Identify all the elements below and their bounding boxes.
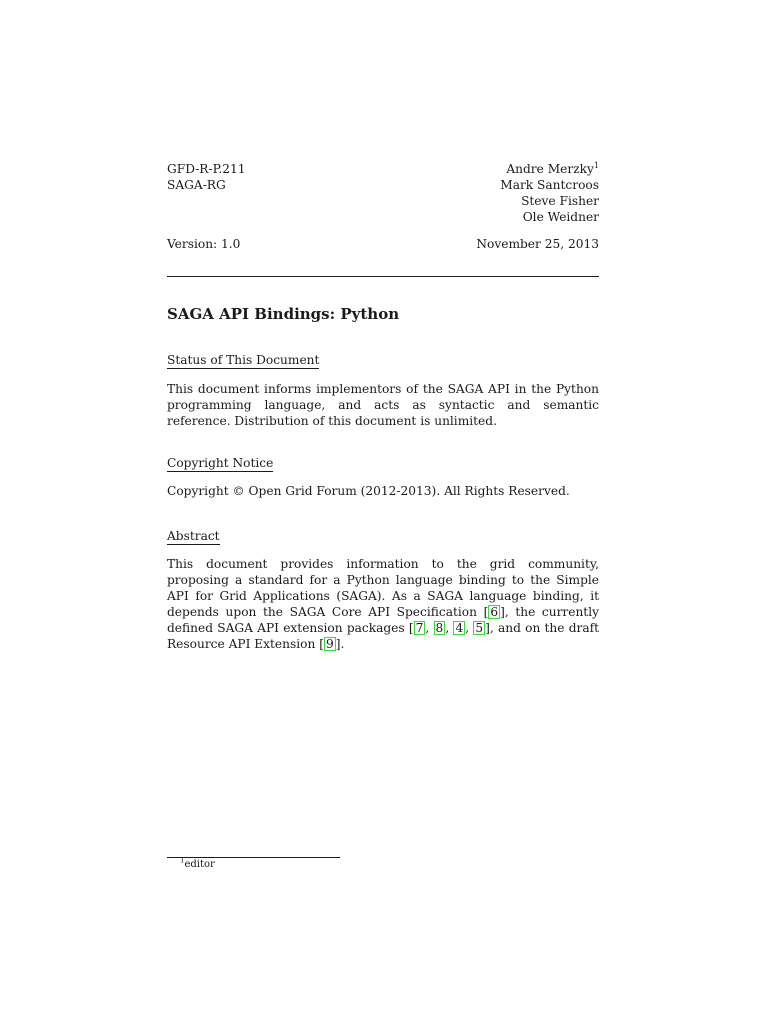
header-rule <box>167 276 599 277</box>
copyright-section <box>167 455 599 472</box>
citation-link[interactable]: 4 <box>455 621 464 635</box>
abstract-heading: Abstract <box>167 529 220 543</box>
header-left <box>167 161 245 193</box>
citation-link[interactable]: 5 <box>475 621 484 635</box>
status-text: This document informs implementors of the SAGA API in the Python programming language, and acts as syntactic and semantic reference. Distribution of this document is unlimited. <box>167 382 599 428</box>
author-list <box>399 161 599 225</box>
status-heading: Status of This Document <box>167 353 320 367</box>
status-section <box>167 352 599 369</box>
abstract-text: This document provides information to the grid community, proposing a standard for a Python language binding to the Simple API for Grid Applications (SAGA). As a SAGA language binding, it depends upon the SAGA Core API Specification [ 6 ], the currently defined SAGA API extension packages [ 7 , 8 , 4 , 5 ], and on the draft Resource API Extension [ 9 ]. <box>167 557 600 651</box>
abstract-section <box>167 528 599 545</box>
citation-link[interactable]: 6 <box>490 605 499 619</box>
footnote <box>180 856 215 871</box>
version-label: Version: 1.0 <box>167 237 241 251</box>
doc-id: GFD-R-P.211 <box>167 162 246 176</box>
citation-link[interactable]: 7 <box>415 621 424 635</box>
citation-link[interactable]: 8 <box>435 621 444 635</box>
date-label: November 25, 2013 <box>476 237 599 251</box>
author: Steve Fisher <box>521 194 599 208</box>
footnote-mark: 1 <box>593 160 599 170</box>
footnote-rule <box>167 857 340 858</box>
research-group: SAGA-RG <box>167 178 226 192</box>
copyright-text: Copyright © Open Grid Forum (2012-2013). All Rights Reserved. <box>167 484 570 498</box>
author: Andre Merzky$^1$ <box>506 160 599 176</box>
author: Ole Weidner <box>522 210 599 224</box>
document-title: SAGA API Bindings: Python <box>167 305 400 323</box>
footnote-text: editor <box>184 859 215 870</box>
footnote-mark: 1 <box>180 856 185 865</box>
copyright-heading: Copyright Notice <box>167 456 274 470</box>
citation-link[interactable]: 9 <box>325 637 334 651</box>
author: Mark Santcroos <box>500 178 599 192</box>
